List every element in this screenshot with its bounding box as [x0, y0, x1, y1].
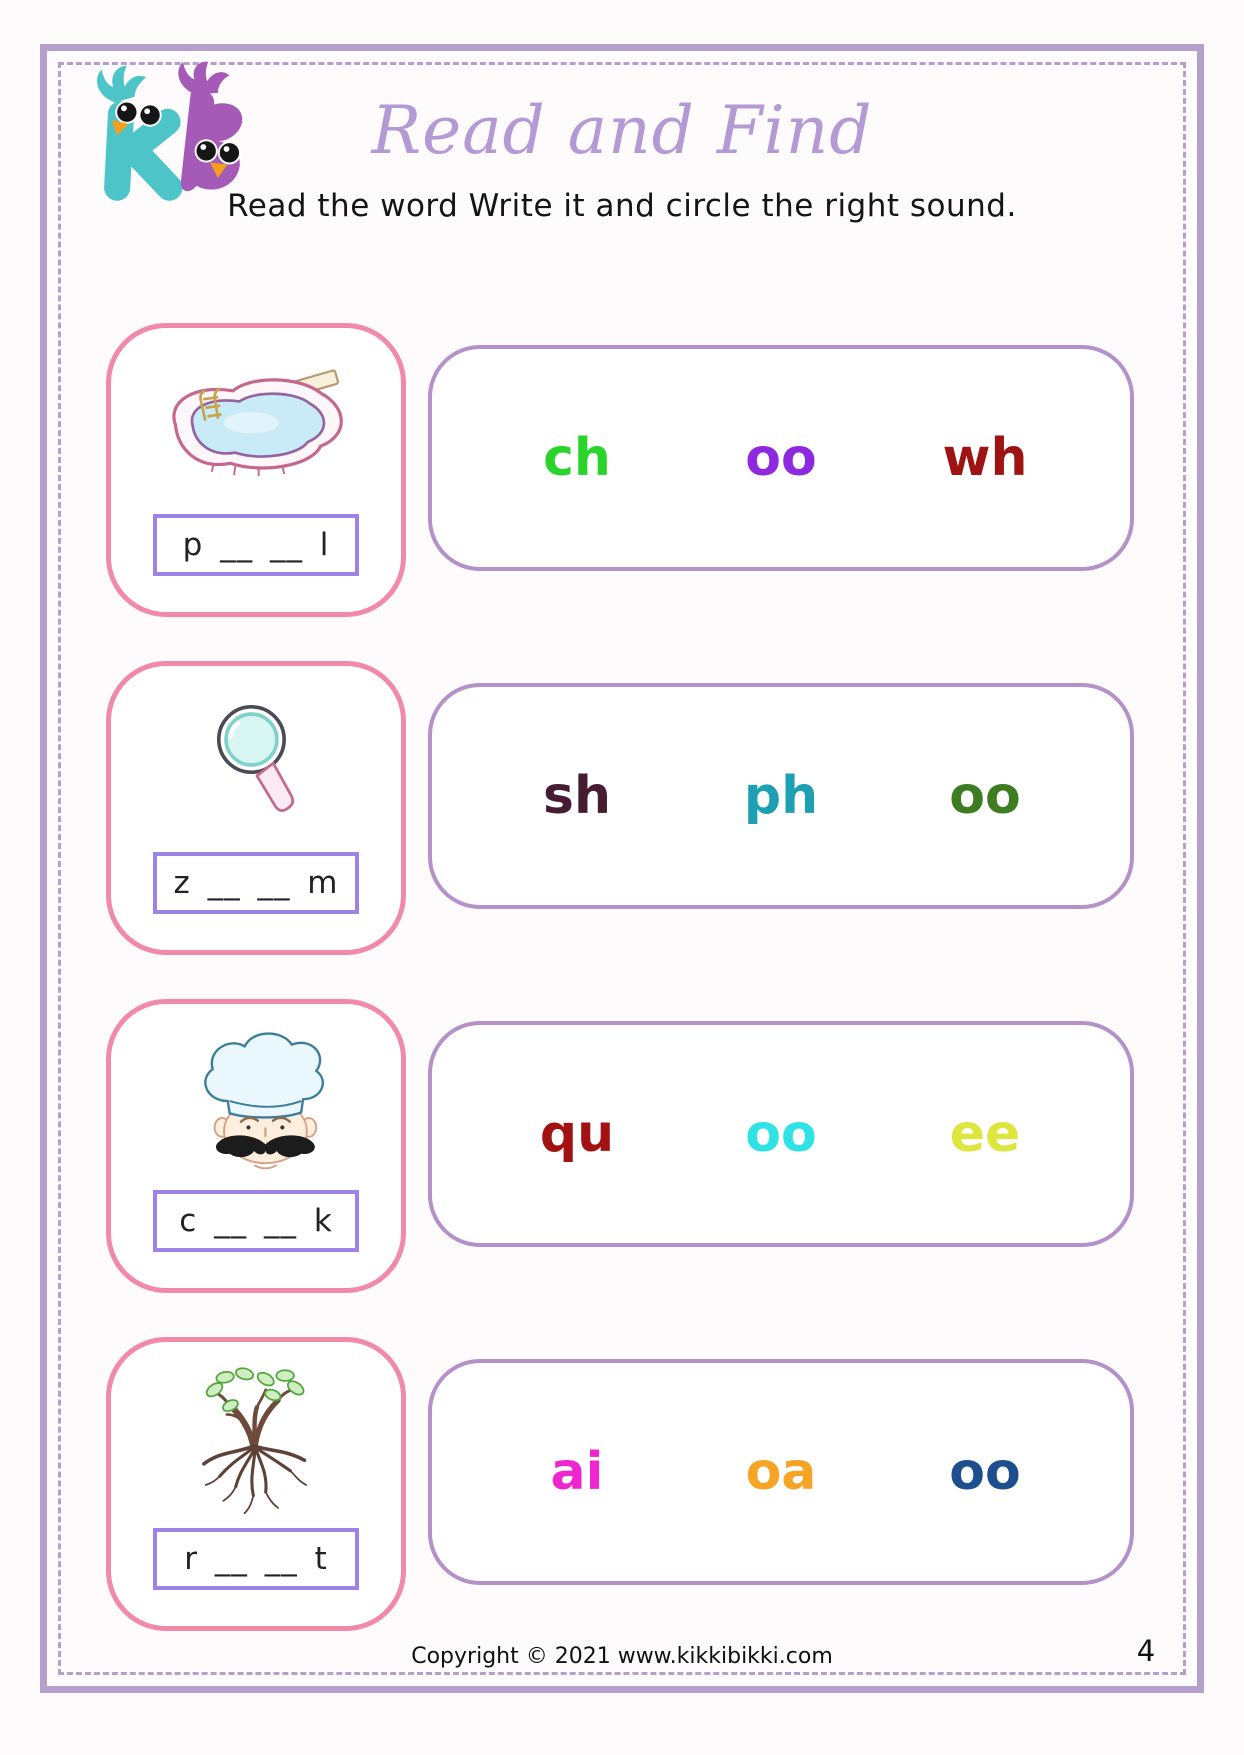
sound-option[interactable]: oo — [745, 428, 817, 488]
word-input-box[interactable] — [153, 514, 359, 576]
root-illustration — [111, 1354, 401, 1526]
sound-options-box — [428, 683, 1134, 909]
word-text: z __ __ m — [173, 865, 339, 901]
instruction-text: Read the word Write it and circle the right sound. — [227, 188, 1017, 224]
magnifier-illustration — [111, 678, 401, 850]
page-title: Read and Find — [371, 92, 873, 169]
word-text: c __ __ k — [179, 1203, 333, 1239]
picture-card — [106, 323, 406, 617]
copyright-text: Copyright © 2021 www.kikkibikki.com — [411, 1644, 833, 1669]
sound-options-box — [428, 1359, 1134, 1585]
sound-options-box — [428, 1021, 1134, 1247]
word-text: p __ __ l — [182, 527, 330, 563]
sound-option[interactable]: ph — [743, 766, 819, 826]
page-number: 4 — [1136, 1634, 1156, 1668]
picture-card — [106, 1337, 406, 1631]
word-input-box[interactable] — [153, 1190, 359, 1252]
sound-option[interactable]: ee — [949, 1104, 1021, 1164]
sound-option[interactable]: oo — [949, 1442, 1021, 1502]
word-input-box[interactable] — [153, 1528, 359, 1590]
word-input-box[interactable] — [153, 852, 359, 914]
cook-illustration — [111, 1016, 401, 1188]
sound-option[interactable]: oo — [745, 1104, 817, 1164]
pool-illustration — [111, 340, 401, 512]
picture-card — [106, 661, 406, 955]
sound-option[interactable]: ch — [543, 428, 611, 488]
sound-option[interactable]: wh — [942, 428, 1028, 488]
sound-option[interactable]: oa — [745, 1442, 817, 1502]
sound-option[interactable]: oo — [949, 766, 1021, 826]
sound-option[interactable]: sh — [543, 766, 611, 826]
word-text: r __ __ t — [184, 1541, 328, 1577]
sound-option[interactable]: qu — [539, 1104, 615, 1164]
picture-card — [106, 999, 406, 1293]
sound-options-box — [428, 345, 1134, 571]
sound-option[interactable]: ai — [550, 1442, 604, 1502]
